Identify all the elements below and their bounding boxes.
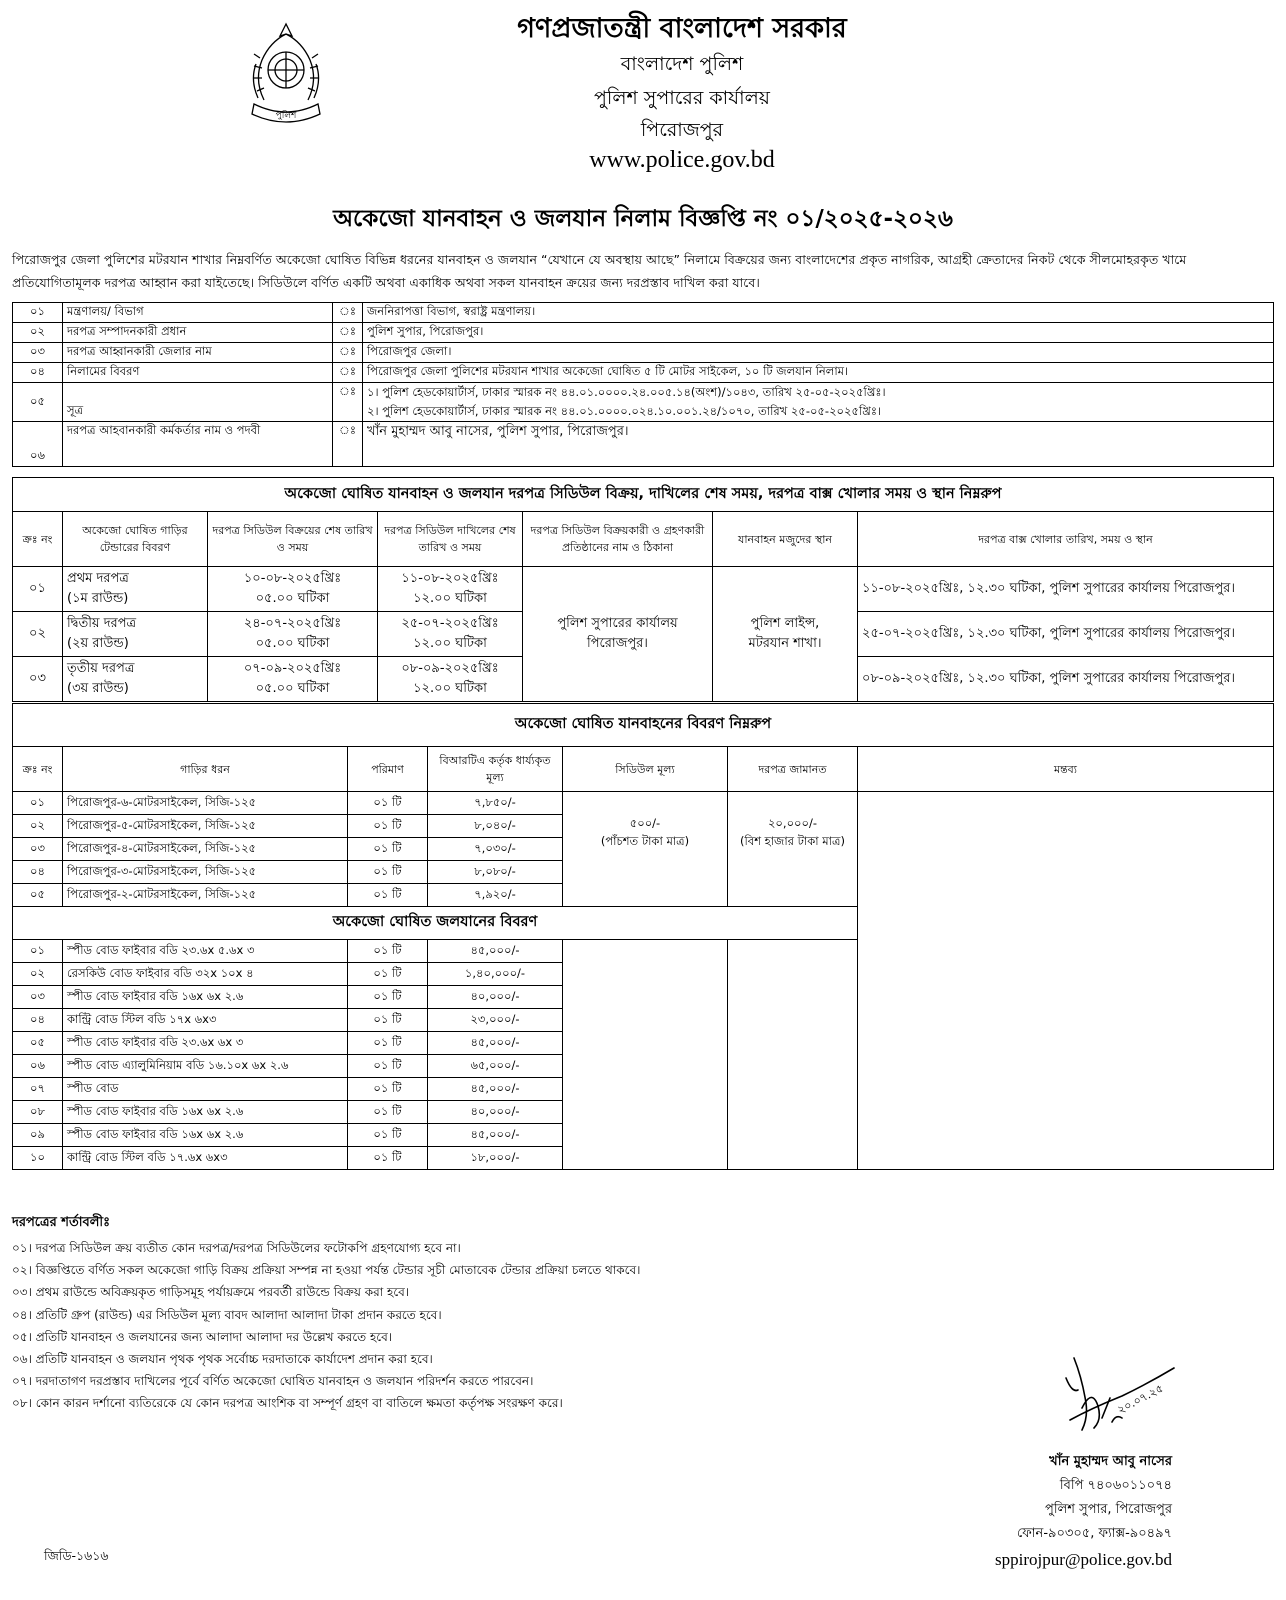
info-value: পুলিশ সুপার, পিরোজপুর। <box>363 323 1274 343</box>
quantity: ০১ টি <box>348 815 428 838</box>
info-value: পিরোজপুর জেলা পুলিশের মটরযান শাখার অকেজো ঘোষিত ৫ টি মোটর সাইকেল, ১০ টি জলযান নিলাম। <box>363 363 1274 383</box>
quantity: ০১ টি <box>348 963 428 986</box>
info-colon: ঃ <box>333 303 363 323</box>
contact-email[interactable]: sppirojpur@police.gov.bd <box>995 1550 1172 1569</box>
row-no: ০১ <box>13 940 63 963</box>
emblem-label: পুলিশ <box>275 111 297 121</box>
tender-notice-page <box>12 0 1274 1600</box>
boat-type: রেসকিউ বোড ফাইবার বডি ৩২x ১০x ৪ <box>63 963 348 986</box>
sale-time: ০৫.০০ ঘটিকা <box>255 591 330 606</box>
brta-price: ৪৫,০০০/- <box>428 940 563 963</box>
row-no: ০৫ <box>13 1032 63 1055</box>
quantity: ০১ টি <box>348 940 428 963</box>
col-header: যানবাহন মজুদের স্থান <box>713 512 858 567</box>
info-label: সূত্র <box>63 383 333 422</box>
remarks-cell <box>858 792 1274 1170</box>
col-header: বিআরটিএ কর্তৃক ধার্য্যকৃত মূল্য <box>428 747 563 792</box>
boat-section-title: অকেজো ঘোষিত জলযানের বিবরণ <box>13 907 858 940</box>
info-row <box>13 383 1274 422</box>
security-deposit-words: (বিশ হাজার টাকা মাত্র) <box>740 834 845 848</box>
quantity: ০১ টি <box>348 884 428 907</box>
info-row <box>13 343 1274 363</box>
row-no: ০৫ <box>13 884 63 907</box>
col-header: দরপত্র সিডিউল দাখিলের শেষ তারিখ ও সময় <box>378 512 523 567</box>
reference-2: ২। পুলিশ হেডকোয়ার্টার্স, ঢাকার স্মারক নং ৪৪.০১.০০০০.০২৪.১০.০০১.২৪/১০৭০, তারিখ ২৫-০৫-২০২৫খ্রিঃ। <box>367 404 882 418</box>
brta-price: ৭,০৩০/- <box>428 838 563 861</box>
col-header: সিডিউল মূল্য <box>563 747 728 792</box>
boat-type: কান্ট্রি বোড স্টিল বডি ১৭.৬x ৬x৩ <box>63 1147 348 1170</box>
info-no: ০৫ <box>13 383 63 422</box>
col-header: পরিমাণ <box>348 747 428 792</box>
table-row <box>13 567 1274 612</box>
sale-date: ১০-০৮-২০২৫খ্রিঃ <box>243 571 342 586</box>
tender-round: (৩য় রাউন্ড) <box>67 681 129 696</box>
row-no: ০৩ <box>13 986 63 1009</box>
row-no: ০৪ <box>13 1009 63 1032</box>
info-table <box>12 302 1274 467</box>
sale-date: ০৭-০৯-২০২৫খ্রিঃ <box>243 661 342 676</box>
submit-date: ০৮-০৯-২০২৫খ্রিঃ <box>401 661 499 676</box>
vehicle-type: পিরোজপুর-৪-মোটরসাইকেল, সিজি-১২৫ <box>63 838 348 861</box>
brta-price: ৮,০৮০/- <box>428 861 563 884</box>
row-no: ০১ <box>13 567 63 612</box>
row-no: ০২ <box>13 612 63 657</box>
quantity: ০১ টি <box>348 1032 428 1055</box>
brta-price: ৪০,০০০/- <box>428 1101 563 1124</box>
notice-title: অকেজো যানবাহন ও জলযান নিলাম বিজ্ঞপ্তি নং ০১/২০২৫-২০২৬ <box>333 206 953 232</box>
seller-office: পুলিশ সুপারের কার্যালয় পিরোজপুর। <box>523 567 713 702</box>
submit-date: ১১-০৮-২০২৫খ্রিঃ <box>401 571 499 586</box>
condition-item: ০১। দরপত্র সিডিউল ক্রয় ব্যতীত কোন দরপত্র/দরপত্র সিডিউলের ফটোকপি গ্রহণযোগ্য হবে না। <box>12 1241 461 1255</box>
info-no: ০৩ <box>13 343 63 363</box>
office-name: পুলিশ সুপারের কার্যালয় <box>594 87 770 109</box>
quantity: ০১ টি <box>348 792 428 815</box>
vehicle-type: পিরোজপুর-৬-মোটরসাইকেল, সিজি-১২৫ <box>63 792 348 815</box>
condition-item: ০৮। কোন কারন দর্শানো ব্যতিরেকে যে কোন দরপত্র আংশিক বা সম্পূর্ণ গ্রহণ বা বাতিলে ক্ষমতা কর্তৃপক্ষ সংরক্ষণ করে। <box>12 1396 563 1411</box>
condition-item: ০৪। প্রতিটি গ্রুপ (রাউন্ড) এর সিডিউল মূল্য বাবদ আলাদা আলাদা টাকা প্রদান করতে হবে। <box>12 1307 442 1322</box>
info-colon: ঃ <box>333 323 363 343</box>
opening-details: ০৮-০৯-২০২৫খ্রিঃ, ১২.৩০ ঘটিকা, পুলিশ সুপারের কার্যালয় পিরোজপুর। <box>858 657 1274 702</box>
signature-mark <box>1052 1348 1182 1438</box>
info-value: পিরোজপুর জেলা। <box>363 343 1274 363</box>
brta-price: ১৮,০০০/- <box>428 1147 563 1170</box>
department-name: বাংলাদেশ পুলিশ <box>620 53 744 75</box>
quantity: ০১ টি <box>348 1101 428 1124</box>
boat-type: স্পীড বোড এ্যালুমিনিয়াম বডি ১৬.১০x ৬x ২.৬ <box>63 1055 348 1078</box>
condition-item: ০৩। প্রথম রাউন্ডে অবিক্রয়কৃত গাড়িসমূহ পর্যায়ক্রমে পরবর্তী রাউন্ডে বিক্রয় করা হবে। <box>12 1285 410 1300</box>
row-no: ০৭ <box>13 1078 63 1101</box>
col-header: গাড়ির ধরন <box>63 747 348 792</box>
signatory-name: খাঁন মুহাম্মদ আবু নাসের <box>1049 1454 1172 1469</box>
empty-cell <box>563 940 728 1170</box>
info-no: ০৪ <box>13 363 63 383</box>
brta-price: ৬৫,০০০/- <box>428 1055 563 1078</box>
info-label: দরপত্র আহ্বানকারী জেলার নাম <box>63 343 333 363</box>
brta-price: ৪৫,০০০/- <box>428 1078 563 1101</box>
quantity: ০১ টি <box>348 1009 428 1032</box>
schedule-price-words: (পাঁচশত টাকা মাত্র) <box>600 834 690 848</box>
info-colon: ঃ <box>333 363 363 383</box>
col-header: অকেজো ঘোষিত গাড়ির টেন্ডারের বিবরণ <box>63 512 208 567</box>
row-no: ০৩ <box>13 838 63 861</box>
website-link[interactable]: www.police.gov.bd <box>589 147 775 173</box>
table-row <box>13 792 1274 815</box>
district-name: পিরোজপুর <box>640 119 724 141</box>
row-no: ০৩ <box>13 657 63 702</box>
brta-price: ৪৫,০০০/- <box>428 1032 563 1055</box>
sale-time: ০৫.০০ ঘটিকা <box>255 636 330 651</box>
vehicle-section-title: অকেজো ঘোষিত যানবাহনের বিবরণ নিম্নরুপ <box>13 704 1274 747</box>
submit-time: ১২.০০ ঘটিকা <box>413 636 487 651</box>
info-label: নিলামের বিবরণ <box>63 363 333 383</box>
tender-name: তৃতীয় দরপত্র <box>67 661 135 676</box>
boat-type: স্পীড বোড ফাইবার বডি ১৬x ৬x ২.৬ <box>63 986 348 1009</box>
col-header: দরপত্র জামানত <box>728 747 858 792</box>
info-no: ০২ <box>13 323 63 343</box>
info-colon: ঃ <box>333 383 363 422</box>
brta-price: ৪৫,০০০/- <box>428 1124 563 1147</box>
schedule-title: অকেজো ঘোষিত যানবাহন ও জলযান দরপত্র সিডিউল বিক্রয়, দাখিলের শেষ সময়, দরপত্র বাক্স খোলার সময় ও স্থান নিম্নরুপ <box>13 478 1274 512</box>
brta-price: ৮,০৪০/- <box>428 815 563 838</box>
quantity: ০১ টি <box>348 1078 428 1101</box>
col-header: ক্রঃ নং <box>13 747 63 792</box>
info-no: ০১ <box>13 303 63 323</box>
quantity: ০১ টি <box>348 1147 428 1170</box>
signatory-designation: পুলিশ সুপার, পিরোজপুর <box>1045 1502 1172 1517</box>
row-no: ০৬ <box>13 1055 63 1078</box>
signature-block <box>962 1450 1172 1574</box>
boat-type: স্পীড বোড ফাইবার বডি ১৬x ৬x ২.৬ <box>63 1101 348 1124</box>
quantity: ০১ টি <box>348 838 428 861</box>
row-no: ০১ <box>13 792 63 815</box>
brta-price: ৭,৮৫০/- <box>428 792 563 815</box>
boat-type: স্পীড বোড ফাইবার বডি ২৩.৬x ৫.৬x ৩ <box>63 940 348 963</box>
opening-details: ২৫-০৭-২০২৫খ্রিঃ, ১২.৩০ ঘটিকা, পুলিশ সুপারের কার্যালয় পিরোজপুর। <box>858 612 1274 657</box>
quantity: ০১ টি <box>348 861 428 884</box>
vehicle-type: পিরোজপুর-৩-মোটরসাইকেল, সিজি-১২৫ <box>63 861 348 884</box>
storage-location: পুলিশ লাইন্স, মটরযান শাখা। <box>713 567 858 702</box>
row-no: ০৪ <box>13 861 63 884</box>
info-row <box>13 323 1274 343</box>
info-label: মন্ত্রণালয়/ বিভাগ <box>63 303 333 323</box>
opening-details: ১১-০৮-২০২৫খ্রিঃ, ১২.৩০ ঘটিকা, পুলিশ সুপারের কার্যালয় পিরোজপুর। <box>858 567 1274 612</box>
quantity: ০১ টি <box>348 986 428 1009</box>
government-name: গণপ্রজাতন্ত্রী বাংলাদেশ সরকার <box>517 13 847 44</box>
vehicle-type: পিরোজপুর-৫-মোটরসাইকেল, সিজি-১২৫ <box>63 815 348 838</box>
sale-time: ০৫.০০ ঘটিকা <box>255 681 330 696</box>
row-no: ০২ <box>13 815 63 838</box>
brta-price: ১,৪০,০০০/- <box>428 963 563 986</box>
row-no: ১০ <box>13 1147 63 1170</box>
empty-cell <box>728 940 858 1170</box>
row-no: ০৯ <box>13 1124 63 1147</box>
condition-item: ০৫। প্রতিটি যানবাহন ও জলযানের জন্য আলাদা আলাদা দর উল্লেখ করতে হবে। <box>12 1329 393 1344</box>
brta-price: ৪০,০০০/- <box>428 986 563 1009</box>
boat-type: কান্ট্রি বোড স্টিল বডি ১৭x ৬x৩ <box>63 1009 348 1032</box>
vehicle-type: পিরোজপুর-২-মোটরসাইকেল, সিজি-১২৫ <box>63 884 348 907</box>
submit-time: ১২.০০ ঘটিকা <box>413 591 487 606</box>
reference-1: ১। পুলিশ হেডকোয়ার্টার্স, ঢাকার স্মারক নং ৪৪.০১.০০০০.২৪.০০৫.১৪(অংশ)/১০৪৩, তারিখ ২৫-০৫-২০২৫খ্রিঃ। <box>367 385 886 399</box>
intro-paragraph: পিরোজপুর জেলা পুলিশের মটরযান শাখার নিম্নবর্ণিত অকেজো ঘোষিত বিভিন্ন ধরনের যানবাহন ও জলযান “যেখানে যে অবস্থায় আছে” নিলামে বিক্রয়ের জন্য বাংলাদেশের প্রকৃত নাগরিক, আগ্রহী ক্রেতাদের নিকট থেকে সীলমোহরকৃত খামে প্রতিযোগিতামূলক দরপত্র আহ্বান করা যাইতেছে। সিডিউলে বর্ণিত একটি অথবা একাধিক অথবা সকল যানবাহন ক্রয়ের জন্য দরপ্রস্তাব দাখিল করা যাবে। <box>12 252 1187 290</box>
condition-item: ০৭। দরদাতাগণ দরপ্রস্তাব দাখিলের পূর্বে বর্ণিত অকেজো ঘোষিত যানবাহন ও জলযান পরিদর্শন করতে পারবেন। <box>12 1374 534 1389</box>
boat-type: স্পীড বোড <box>63 1078 348 1101</box>
tender-round: (১ম রাউন্ড) <box>67 591 129 606</box>
conditions-title: দরপত্রের শর্তাবলীঃ <box>12 1215 111 1230</box>
tender-round: (২য় রাউন্ড) <box>67 636 129 651</box>
schedule-price: ৫০০/- <box>629 816 661 830</box>
signature-date: ২০.০৭.২৫ <box>1115 1381 1166 1417</box>
conditions-list <box>12 1237 912 1415</box>
sale-date: ২৪-০৭-২০২৫খ্রিঃ <box>243 616 342 631</box>
boat-type: স্পীড বোড ফাইবার বডি ১৬x ৬x ২.৬ <box>63 1124 348 1147</box>
info-row <box>13 363 1274 383</box>
tender-name: দ্বিতীয় দরপত্র <box>67 616 137 631</box>
tender-name: প্রথম দরপত্র <box>67 571 129 586</box>
quantity: ০১ টি <box>348 1124 428 1147</box>
col-header: মন্তব্য <box>858 747 1274 792</box>
brta-price: ২৩,০০০/- <box>428 1009 563 1032</box>
schedule-table <box>12 477 1274 702</box>
col-header: ক্রঃ নং <box>13 512 63 567</box>
info-no: ০৬ <box>13 422 63 467</box>
info-label: দরপত্র সম্পাদনকারী প্রধান <box>63 323 333 343</box>
gd-number: জিডি-১৬১৬ <box>44 1548 109 1563</box>
signatory-bp: বিপি ৭৪০৬০১১০৭৪ <box>1059 1478 1172 1493</box>
schedule-header-row <box>13 512 1274 567</box>
info-row <box>13 422 1274 467</box>
info-row <box>13 303 1274 323</box>
info-colon: ঃ <box>333 343 363 363</box>
brta-price: ৭,৯২০/- <box>428 884 563 907</box>
col-header: দরপত্র সিডিউল বিক্রয়ের শেষ তারিখ ও সময় <box>208 512 378 567</box>
row-no: ০২ <box>13 963 63 986</box>
vehicle-table <box>12 703 1274 1170</box>
info-value: খাঁন মুহাম্মদ আবু নাসের, পুলিশ সুপার, পিরোজপুর। <box>363 422 1274 467</box>
row-no: ০৮ <box>13 1101 63 1124</box>
vehicle-header-row <box>13 747 1274 792</box>
boat-type: স্পীড বোড ফাইবার বডি ২৩.৬x ৬x ৩ <box>63 1032 348 1055</box>
col-header: দরপত্র সিডিউল বিক্রয়কারী ও গ্রহণকারী প্রতিষ্ঠানের নাম ও ঠিকানা <box>523 512 713 567</box>
condition-item: ০২। বিজ্ঞপ্তিতে বর্ণিত সকল অকেজো গাড়ি বিক্রয় প্রক্রিয়া সম্পন্ন না হওয়া পর্যন্ত টেন্ডার সূচী মোতাবেক টেন্ডার প্রক্রিয়া চলতে থাকবে। <box>12 1263 641 1278</box>
contact-phone: ফোন-৯০৩০৫, ফ্যাক্স-৯০৪৯৭ <box>1017 1526 1172 1541</box>
info-value: জননিরাপত্তা বিভাগ, স্বরাষ্ট্র মন্ত্রণালয়। <box>363 303 1274 323</box>
condition-item: ০৬। প্রতিটি যানবাহন ও জলযান পৃথক পৃথক সর্বোচ্চ দরদাতাকে কার্যাদেশ প্রদান করা হবে। <box>12 1351 433 1366</box>
info-colon: ঃ <box>333 422 363 467</box>
submit-time: ১২.০০ ঘটিকা <box>413 681 487 696</box>
info-label: দরপত্র আহবানকারী কর্মকর্তার নাম ও পদবী <box>63 422 333 467</box>
quantity: ০১ টি <box>348 1055 428 1078</box>
security-deposit: ২০,০০০/- <box>767 816 818 830</box>
col-header: দরপত্র বাক্স খোলার তারিখ, সময় ও স্থান <box>858 512 1274 567</box>
submit-date: ২৫-০৭-২০২৫খ্রিঃ <box>401 616 499 631</box>
